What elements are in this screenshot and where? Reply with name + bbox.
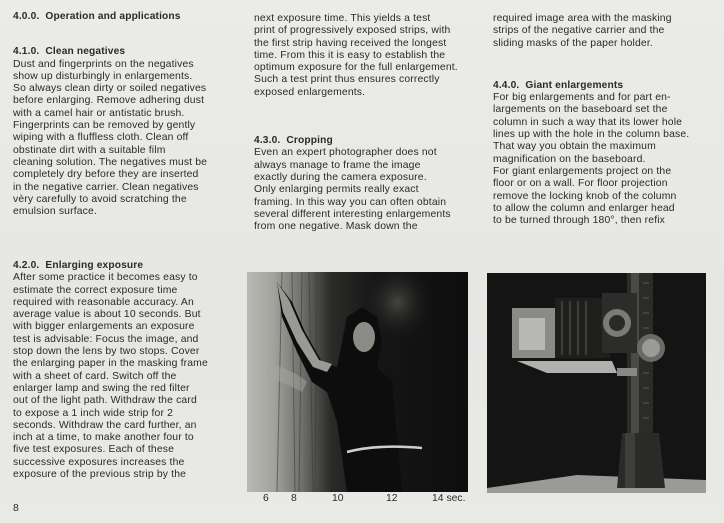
text-line: seconds. Withdraw the card further, an — [13, 419, 197, 431]
text-line: framing. In this way you can often obtain — [254, 196, 447, 208]
text-line: vèry carefully to avoid scratching the — [13, 193, 187, 205]
text-line: Such a test print thus ensures correctly — [254, 74, 440, 86]
text-line: floor or on a wall. For floor projection — [493, 178, 668, 190]
text-line: largements on the baseboard set the — [493, 104, 668, 116]
section-title: Clean negatives — [45, 46, 126, 58]
section-title: Giant enlargements — [525, 79, 624, 91]
scale-label: 8 — [291, 493, 297, 504]
text-line: remove the locking knob of the column — [493, 190, 677, 202]
text-line: enlarger lamp and swing the red filter — [13, 382, 190, 394]
section-body-enlarging-exposure-continued — [254, 13, 478, 99]
section-heading-giant-enlargements — [493, 80, 717, 92]
woman-by-tree-image — [247, 272, 468, 492]
text-line: to allow the column and enlarger head — [493, 202, 675, 214]
column-right — [493, 13, 717, 227]
text-line: emulsion surface. — [13, 206, 97, 218]
text-line: exposure of the previous strip by the — [13, 469, 187, 481]
text-line: five test exposures. Each of these — [13, 444, 175, 456]
text-line: out of the light path. Withdraw the card — [13, 395, 197, 407]
text-line: exactly during the camera exposure. — [254, 171, 427, 183]
section-number: 4.2.0. — [13, 260, 40, 271]
scale-label: 10 — [332, 493, 344, 504]
section-number: 4.0.0. — [13, 11, 40, 22]
text-line: to expose a 1 inch wide strip for 2 — [13, 407, 174, 419]
text-line: the first strip having received the longest — [254, 37, 447, 49]
text-line: magnification on the baseboard. — [493, 153, 646, 165]
text-line: required image area with the masking — [493, 13, 672, 24]
section-title: Enlarging exposure — [45, 260, 144, 271]
scale-label: 12 — [386, 493, 398, 504]
text-line: print of progressively exposed strips, with — [254, 25, 451, 37]
column-left-top — [13, 11, 235, 218]
text-line: That way you obtain the maximum — [493, 141, 656, 153]
scale-label: 6 — [263, 493, 269, 504]
section-body-cropping-continued — [493, 13, 717, 50]
text-line: lines up with the hole in the column base. — [493, 129, 690, 141]
text-line: Only enlarging permits really exact — [254, 184, 419, 196]
section-body-giant-enlargements — [493, 92, 717, 227]
enlarger-photo — [487, 273, 706, 493]
text-line: Even an expert photographer does not — [254, 147, 437, 159]
text-line: cleaning solution. The negatives must be — [13, 156, 208, 168]
text-line: Fingerprints can be removed by gently — [13, 120, 196, 132]
text-line: inch at a time, to make another four to — [13, 432, 194, 444]
page-number: 8 — [13, 503, 19, 514]
text-line: column in such a way that its lower hole — [493, 116, 683, 128]
text-line: in the negative carrier. Clean negatives — [13, 181, 199, 193]
enlarger-image — [487, 273, 706, 493]
text-line: completely dry before they are inserted — [13, 169, 199, 181]
text-line: test is advisable: Focus the image, and — [13, 333, 199, 345]
text-line: with bigger enlargements an exposure — [13, 321, 195, 333]
section-heading-enlarging-exposure — [13, 260, 235, 272]
text-line: wiping with a fluffless cloth. Clean off — [13, 132, 189, 144]
text-line: with a sheet of card. Switch off the — [13, 370, 177, 382]
section-number: 4.3.0. — [254, 135, 281, 147]
text-line: optimum exposure for the full enlargement. — [254, 62, 458, 74]
text-line: successive exposures increases the — [13, 456, 185, 468]
section-body-cropping — [254, 147, 478, 233]
text-line: before enlarging. Remove adhering dust — [13, 95, 205, 107]
text-line: always manage to frame the image — [254, 159, 421, 171]
text-line: several different interesting enlargements — [254, 208, 451, 220]
text-line: For giant enlargements project on the — [493, 165, 672, 177]
scale-label: 14 sec. — [432, 493, 466, 504]
text-line: So always clean dirty or soiled negatives — [13, 83, 207, 95]
section-number: 4.4.0. — [493, 79, 520, 91]
section-heading-cropping — [254, 135, 478, 147]
text-line: average value is about 10 seconds. But — [13, 309, 201, 321]
text-line: Dust and fingerprints on the negatives — [13, 58, 194, 70]
section-body-enlarging-exposure — [13, 272, 235, 481]
text-line: the enlarging paper in the masking frame — [13, 358, 208, 370]
section-number: 4.1.0. — [13, 46, 40, 58]
text-line: time. From this it is easy to establish the — [254, 49, 446, 61]
text-line: stop down the lens by two stops. Cover — [13, 346, 200, 358]
section-title: Cropping — [286, 135, 333, 147]
text-line: show up disturbingly in enlargements. — [13, 70, 193, 82]
text-line: estimate the correct exposure time — [13, 284, 178, 296]
text-line: For big enlargements and for part en- — [493, 92, 671, 104]
test-strip-photo — [247, 272, 468, 492]
text-line: sliding masks of the paper holder. — [493, 37, 653, 49]
text-line: with a camel hair or antistatic brush. — [13, 107, 185, 119]
column-middle — [254, 13, 478, 233]
section-heading-operation — [13, 11, 235, 23]
text-line: exposed enlargements. — [254, 86, 366, 98]
text-line: strips of the negative carrier and the — [493, 25, 665, 37]
section-title: Operation and applications — [45, 11, 181, 22]
section-body-clean-negatives — [13, 59, 235, 219]
text-line: next exposure time. This yields a test — [254, 13, 431, 24]
text-line: from one negative. Mask down the — [254, 221, 418, 233]
text-line: required with reasonable accuracy. An — [13, 296, 194, 308]
text-line: After some practice it becomes easy to — [13, 272, 198, 284]
column-left-bottom — [13, 260, 235, 481]
text-line: to be turned through 180°, then refix — [493, 215, 666, 227]
text-line: obstinate dirt with a suitable film — [13, 144, 166, 156]
section-heading-clean-negatives — [13, 46, 235, 58]
